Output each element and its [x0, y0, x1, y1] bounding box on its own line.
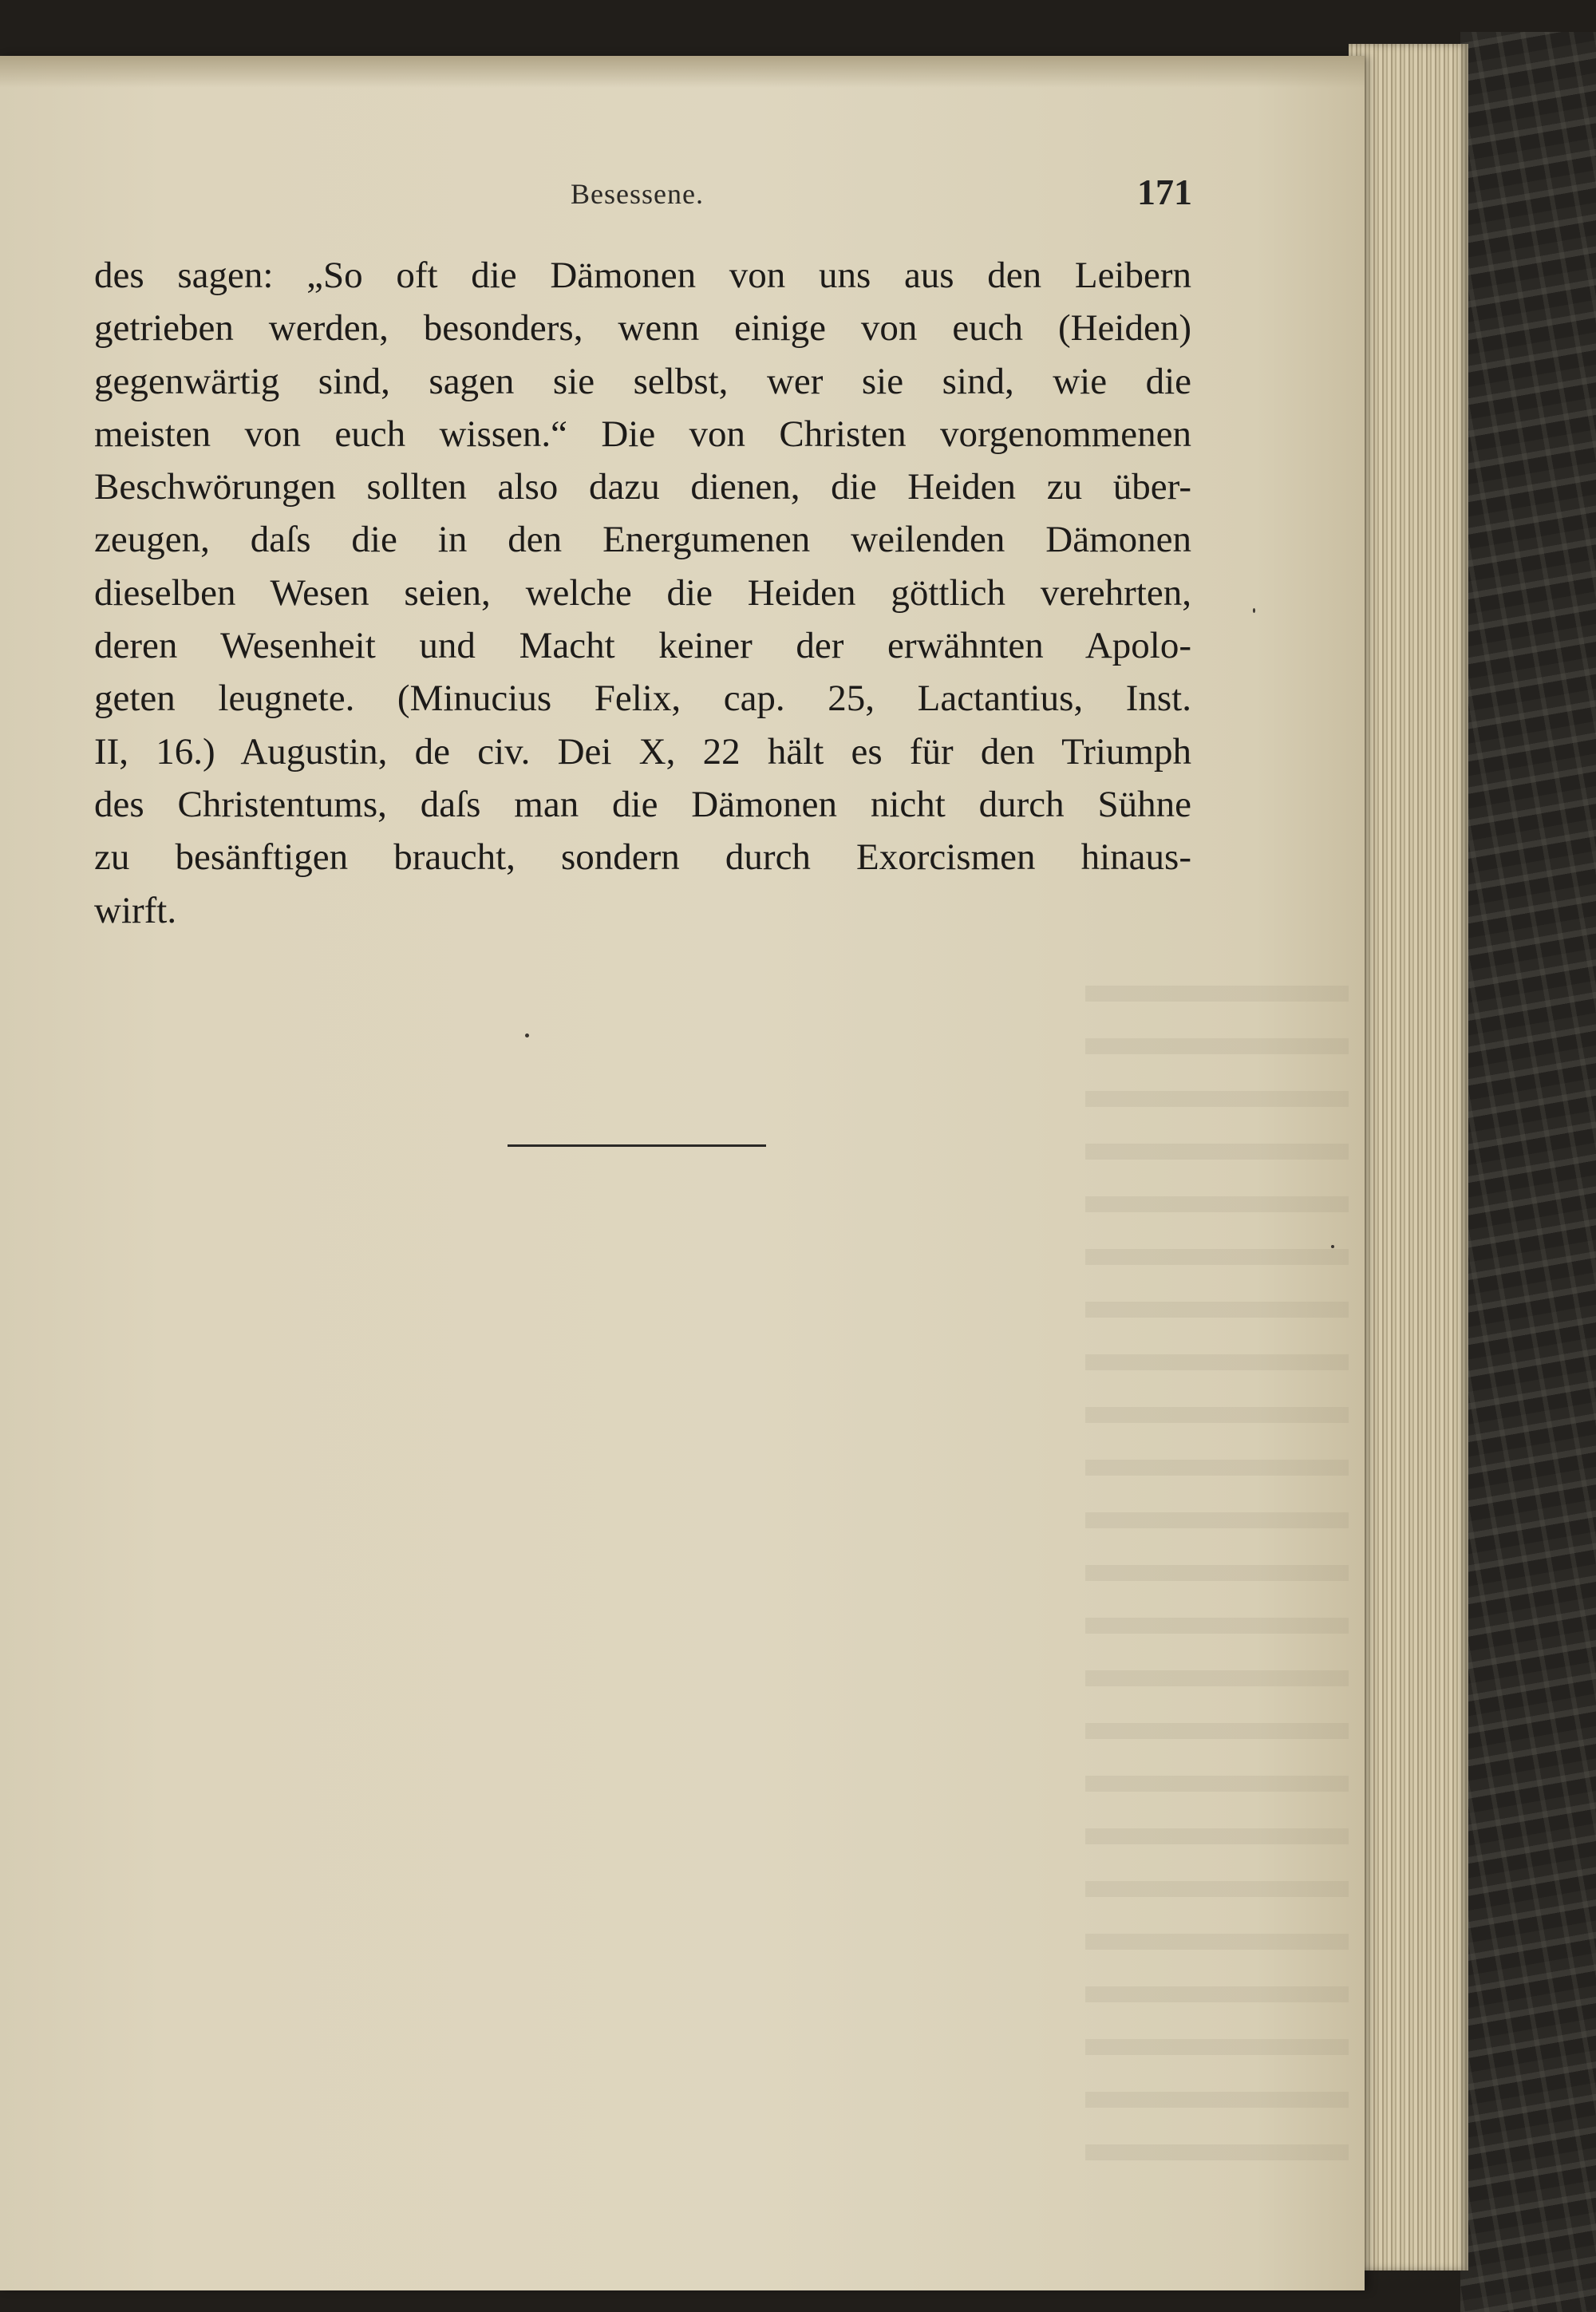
text-line: deren Wesenheit und Macht keiner der erwähnten Apolo- [94, 625, 1191, 667]
text-line: zeugen, daſs die in den Energumenen weilenden Dämonen [94, 519, 1191, 561]
page-number: 171 [1137, 172, 1192, 212]
text-line: geten leugnete. (Minucius Felix, cap. 25, Lactantius, Inst. [94, 678, 1191, 720]
show-through [1085, 986, 1349, 2183]
text-line: II, 16.) Augustin, de civ. Dei X, 22 hält es für den Triumph [94, 730, 1191, 773]
section-rule [508, 1144, 766, 1147]
page-edges [1349, 44, 1468, 2271]
text-line: des Christentums, daſs man die Dämonen nicht durch Sühne [94, 783, 1191, 825]
text-line: des sagen: „So oft die Dämonen von uns aus den Leibern [94, 255, 1191, 296]
text-line: Beschwörungen sollten also dazu dienen, die Heiden zu über- [94, 466, 1191, 508]
running-head-title: Besessene. [571, 178, 704, 210]
paper-speck [1331, 1245, 1334, 1248]
paper-speck [1253, 608, 1255, 613]
body-paragraph [94, 249, 1191, 937]
text-line: getrieben werden, besonders, wenn einige von euch (Heiden) [94, 307, 1191, 350]
text-line: gegenwärtig sind, sagen sie selbst, wer sie sind, wie die [94, 360, 1191, 402]
text-line: dieselben Wesen seien, welche die Heiden göttlich verehrten, [94, 571, 1191, 614]
text-line: meisten von euch wissen.“ Die von Christen vorgenommenen [94, 413, 1191, 455]
paper-speck [525, 1033, 529, 1037]
text-line: zu besänftigen braucht, sondern durch Exorcismen hinaus- [94, 836, 1191, 879]
book-cover-board [1460, 32, 1596, 2312]
text-line: wirft. [94, 889, 177, 931]
running-head [0, 168, 1365, 215]
